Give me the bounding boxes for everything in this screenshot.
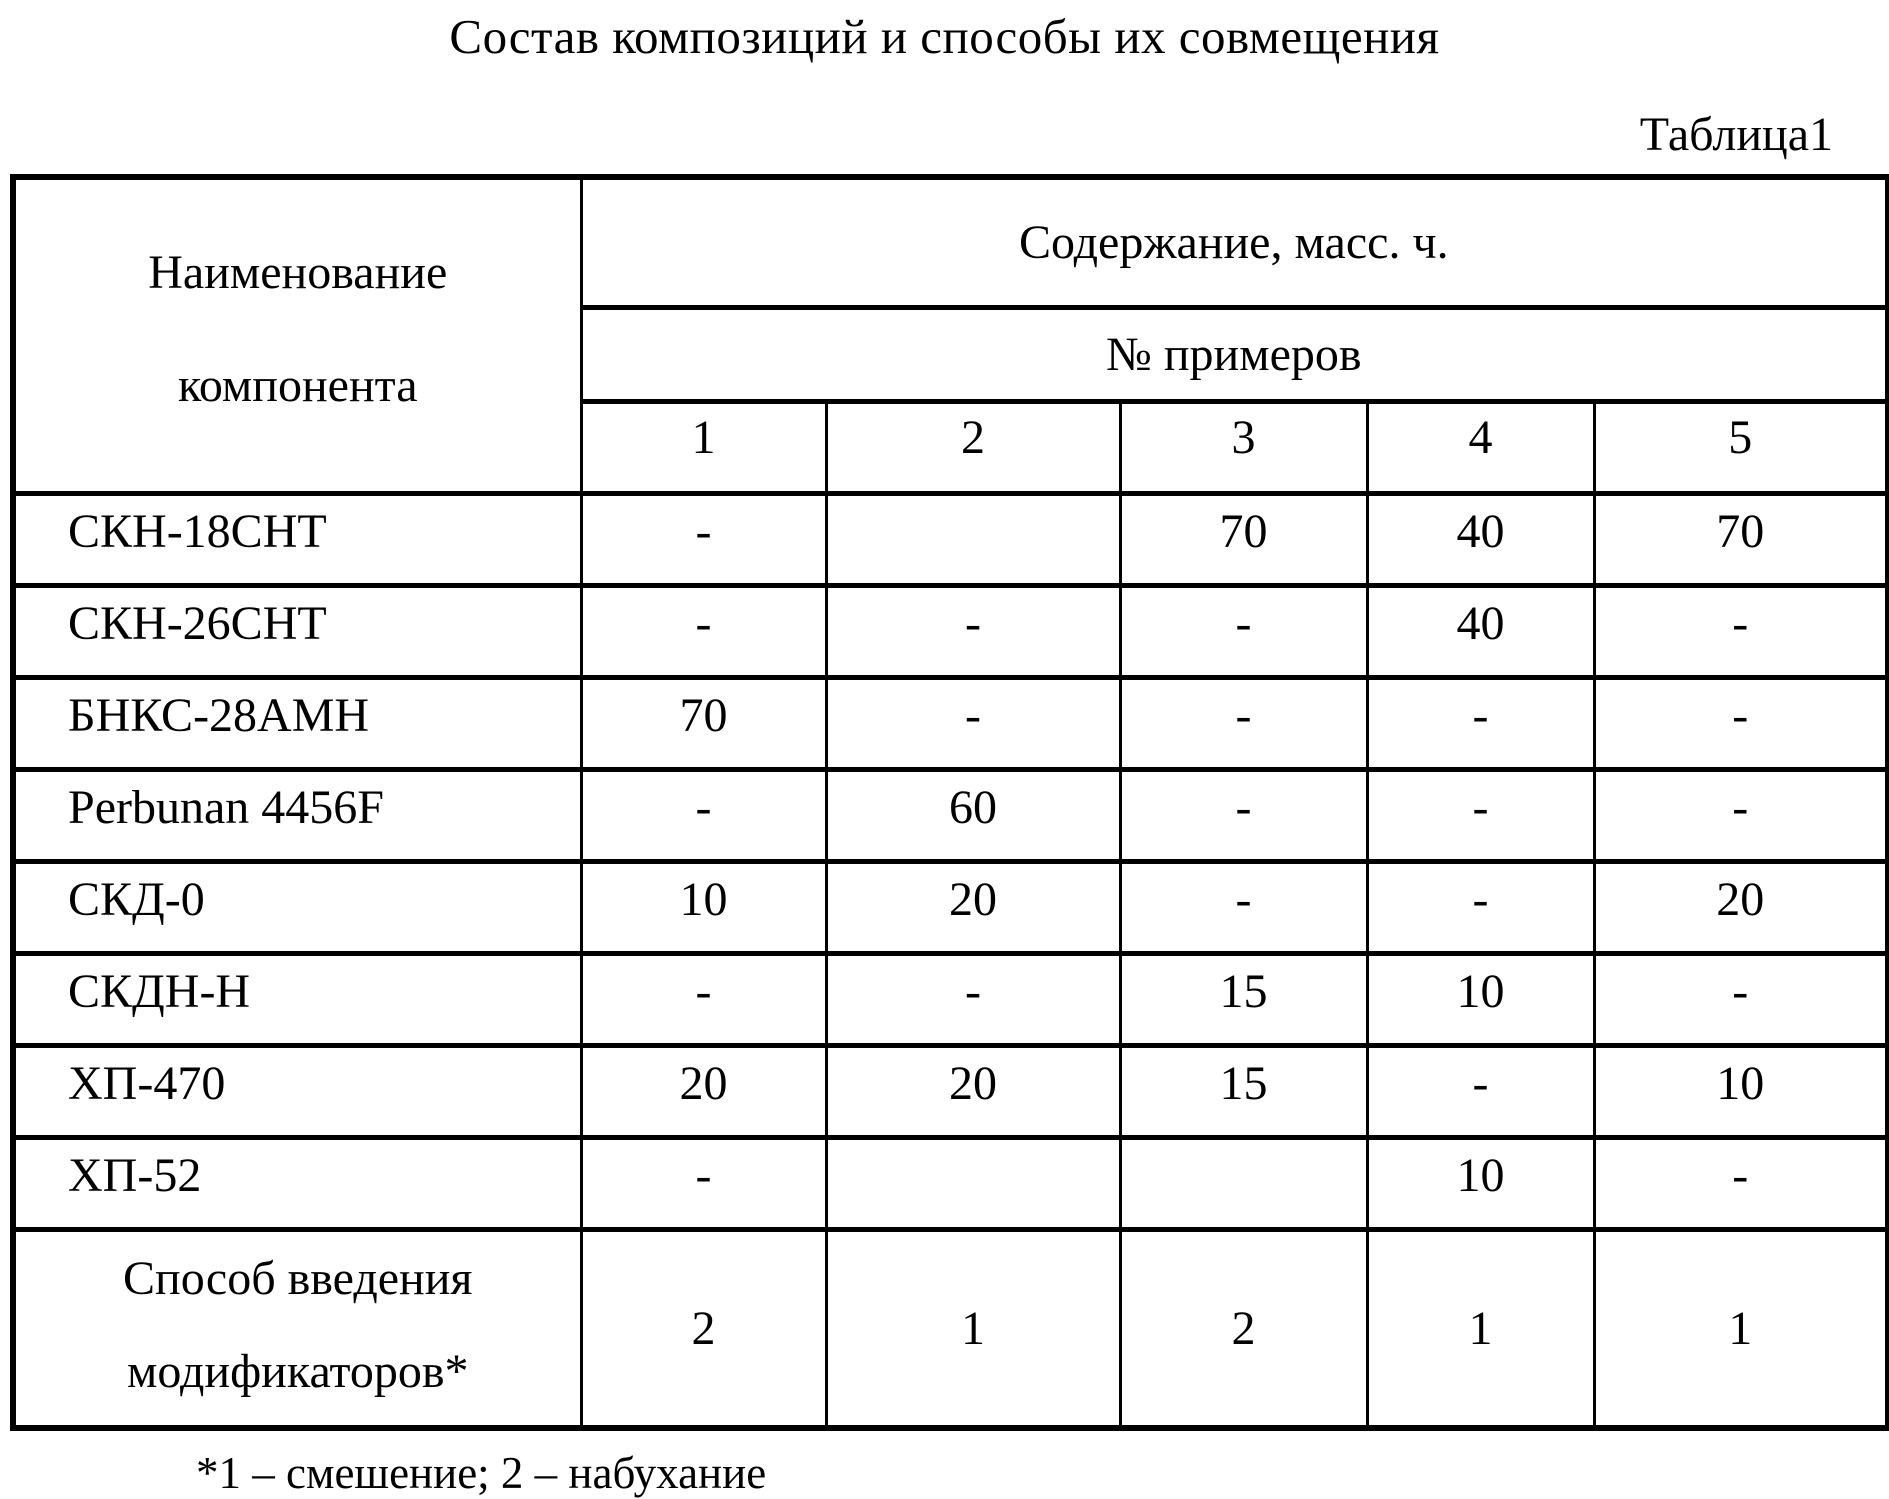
table-row <box>13 585 1888 677</box>
value-cell: 60 <box>826 769 1120 861</box>
value-cell: - <box>1367 861 1594 953</box>
table-row <box>13 493 1888 585</box>
value-cell: - <box>1367 1045 1594 1137</box>
value-cell: 20 <box>826 861 1120 953</box>
value-cell: - <box>1594 953 1888 1045</box>
value-cell: 10 <box>1367 1137 1594 1229</box>
value-cell: - <box>1594 677 1888 769</box>
value-cell: - <box>581 953 826 1045</box>
row-label: СКДН-Н <box>13 953 581 1045</box>
value-cell: - <box>1594 769 1888 861</box>
value-cell: - <box>1120 769 1367 861</box>
header-examples-title: № примеров <box>581 307 1888 401</box>
header-content-title: Содержание, масс. ч. <box>581 177 1888 307</box>
value-cell: 1 <box>1367 1229 1594 1428</box>
row-label: Способ введения модификаторов* <box>13 1229 581 1428</box>
document-title: Состав композиций и способы их совмещения <box>449 9 1440 64</box>
table-row <box>13 953 1888 1045</box>
value-cell: 1 <box>1594 1229 1888 1428</box>
value-cell: 20 <box>581 1045 826 1137</box>
table-caption: Таблица1 <box>1639 108 1833 161</box>
value-cell: - <box>1120 677 1367 769</box>
value-cell: 20 <box>1594 861 1888 953</box>
value-cell: - <box>1367 677 1594 769</box>
header-example-number: 4 <box>1367 401 1594 493</box>
value-cell: 70 <box>1594 493 1888 585</box>
header-example-number: 5 <box>1594 401 1888 493</box>
value-cell: 10 <box>1367 953 1594 1045</box>
value-cell: - <box>826 677 1120 769</box>
table-row <box>13 1137 1888 1229</box>
value-cell: 2 <box>1120 1229 1367 1428</box>
value-cell: - <box>1367 769 1594 861</box>
value-cell: 70 <box>581 677 826 769</box>
value-cell: 10 <box>581 861 826 953</box>
header-component-line2: компонента <box>177 359 418 413</box>
value-cell: 15 <box>1120 953 1367 1045</box>
header-example-number: 3 <box>1120 401 1367 493</box>
value-cell <box>826 1137 1120 1229</box>
value-cell: - <box>1120 585 1367 677</box>
table-header <box>13 177 1888 493</box>
value-cell: - <box>1594 585 1888 677</box>
value-cell: - <box>581 585 826 677</box>
table-row <box>13 1045 1888 1137</box>
value-cell: 15 <box>1120 1045 1367 1137</box>
header-row-content <box>13 177 1888 307</box>
header-component-line1: Наименование <box>148 246 448 300</box>
composition-table <box>10 174 1889 1431</box>
table-body <box>13 493 1888 1428</box>
header-component-name <box>13 177 581 493</box>
value-cell: - <box>1120 861 1367 953</box>
value-cell <box>826 493 1120 585</box>
row-label: СКН-18СНТ <box>13 493 581 585</box>
header-example-number: 2 <box>826 401 1120 493</box>
row-label: БНКС-28АМН <box>13 677 581 769</box>
footnote: *1 – смешение; 2 – набухание <box>196 1447 767 1498</box>
value-cell: - <box>826 953 1120 1045</box>
value-cell: - <box>581 493 826 585</box>
table-row <box>13 677 1888 769</box>
value-cell: - <box>581 769 826 861</box>
header-example-number: 1 <box>581 401 826 493</box>
row-label: СКН-26СНТ <box>13 585 581 677</box>
value-cell: 40 <box>1367 585 1594 677</box>
table-row <box>13 769 1888 861</box>
value-cell: 20 <box>826 1045 1120 1137</box>
value-cell: - <box>581 1137 826 1229</box>
table-row <box>13 1229 1888 1428</box>
row-label: Perbunan 4456F <box>13 769 581 861</box>
row-label: ХП-470 <box>13 1045 581 1137</box>
value-cell: 10 <box>1594 1045 1888 1137</box>
row-label: ХП-52 <box>13 1137 581 1229</box>
row-label: СКД-0 <box>13 861 581 953</box>
value-cell: - <box>826 585 1120 677</box>
value-cell: 2 <box>581 1229 826 1428</box>
value-cell: 1 <box>826 1229 1120 1428</box>
value-cell: 40 <box>1367 493 1594 585</box>
value-cell <box>1120 1137 1367 1229</box>
value-cell: - <box>1594 1137 1888 1229</box>
table-row <box>13 861 1888 953</box>
value-cell: 70 <box>1120 493 1367 585</box>
